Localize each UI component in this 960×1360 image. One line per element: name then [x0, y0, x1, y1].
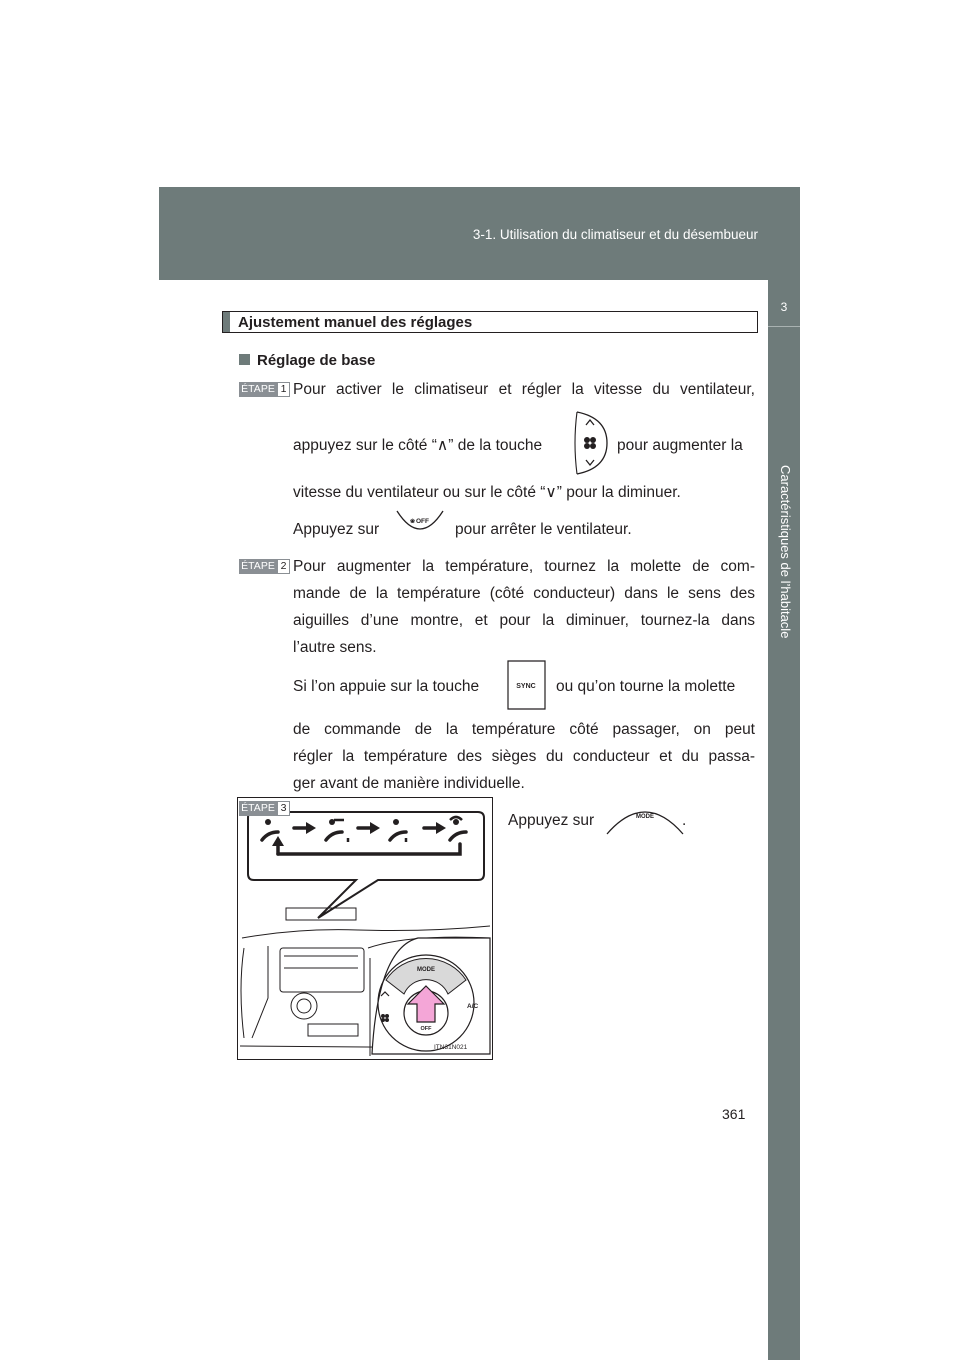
fan-speed-button-icon [573, 408, 609, 478]
figure-code: ITN31N021 [434, 1044, 468, 1051]
step2-line3: aiguilles d’une montre, et pour la diminuer, tournez-la dans [293, 612, 755, 629]
side-tab-label: Caractéristiques de l’habitacle [778, 465, 793, 639]
fan-off-label: OFF [416, 518, 429, 525]
fan-off-button-icon [395, 507, 445, 539]
step1-line2a: appuyez sur le côté “∧” de la touche [293, 437, 543, 454]
mode-cycle-diagram [238, 798, 493, 1060]
step1-line4a: Appuyez sur [293, 521, 380, 538]
side-tab-divider [768, 326, 800, 327]
step-number: 1 [277, 382, 290, 397]
sync-label: SYNC [516, 683, 536, 690]
mode-button-icon [605, 800, 685, 836]
step3-text-b: . [682, 812, 687, 829]
header-title: 3-1. Utilisation du climatiseur et du désembueur [472, 227, 758, 242]
chapter-header [159, 187, 800, 280]
step2-line6: de commande de la température côté passager, on peut [293, 721, 755, 738]
step-label: ÉTAPE [239, 559, 277, 574]
step-3-tag [239, 801, 290, 816]
page-number: 361 [722, 1106, 746, 1122]
chapter-number: 3 [780, 300, 788, 314]
step1-line4b: pour arrêter le ventilateur. [455, 521, 632, 538]
subsection-title: Réglage de base [257, 352, 376, 369]
sync-button-icon [506, 660, 546, 710]
step3-text-a: Appuyez sur [508, 812, 595, 829]
side-tab [768, 280, 800, 1360]
subsection-heading [239, 352, 375, 369]
step-label: ÉTAPE [239, 801, 277, 816]
section-heading-bar [223, 312, 230, 332]
step2-line2: mande de la température (côté conducteur) dans le sens des [293, 585, 755, 602]
step2-line5a: Si l’on appuie sur la touche [293, 678, 480, 695]
step2-line5b: ou qu’on tourne la molette [556, 678, 736, 695]
panel-ac-label: A/C [467, 1003, 479, 1010]
step2-line4: l’autre sens. [293, 639, 377, 656]
section-title: Ajustement manuel des réglages [238, 314, 473, 331]
panel-mode-label: MODE [417, 967, 435, 973]
dashboard-illustration [237, 797, 493, 1060]
svg-text:❀: ❀ [410, 519, 416, 525]
step2-line8: ger avant de manière individuelle. [293, 775, 525, 792]
step-2-tag [239, 559, 290, 574]
step1-line1: Pour activer le climatiseur et régler la vitesse du ventilateur, [293, 381, 755, 398]
mode-label: MODE [636, 814, 654, 820]
panel-off-label: OFF [420, 1026, 432, 1032]
step1-line3: vitesse du ventilateur ou sur le côté “∨” pour la diminuer. [293, 484, 681, 501]
step2-line7: régler la température des sièges du conducteur et du passa- [293, 748, 755, 765]
square-bullet-icon [239, 354, 250, 365]
step-number: 2 [277, 559, 290, 574]
step-number: 3 [277, 801, 290, 816]
step2-line1: Pour augmenter la température, tournez la molette de com- [293, 558, 755, 575]
step1-line2b: pour augmenter la [617, 437, 743, 454]
step-label: ÉTAPE [239, 382, 277, 397]
section-heading [222, 311, 758, 333]
step-1-tag [239, 382, 290, 397]
